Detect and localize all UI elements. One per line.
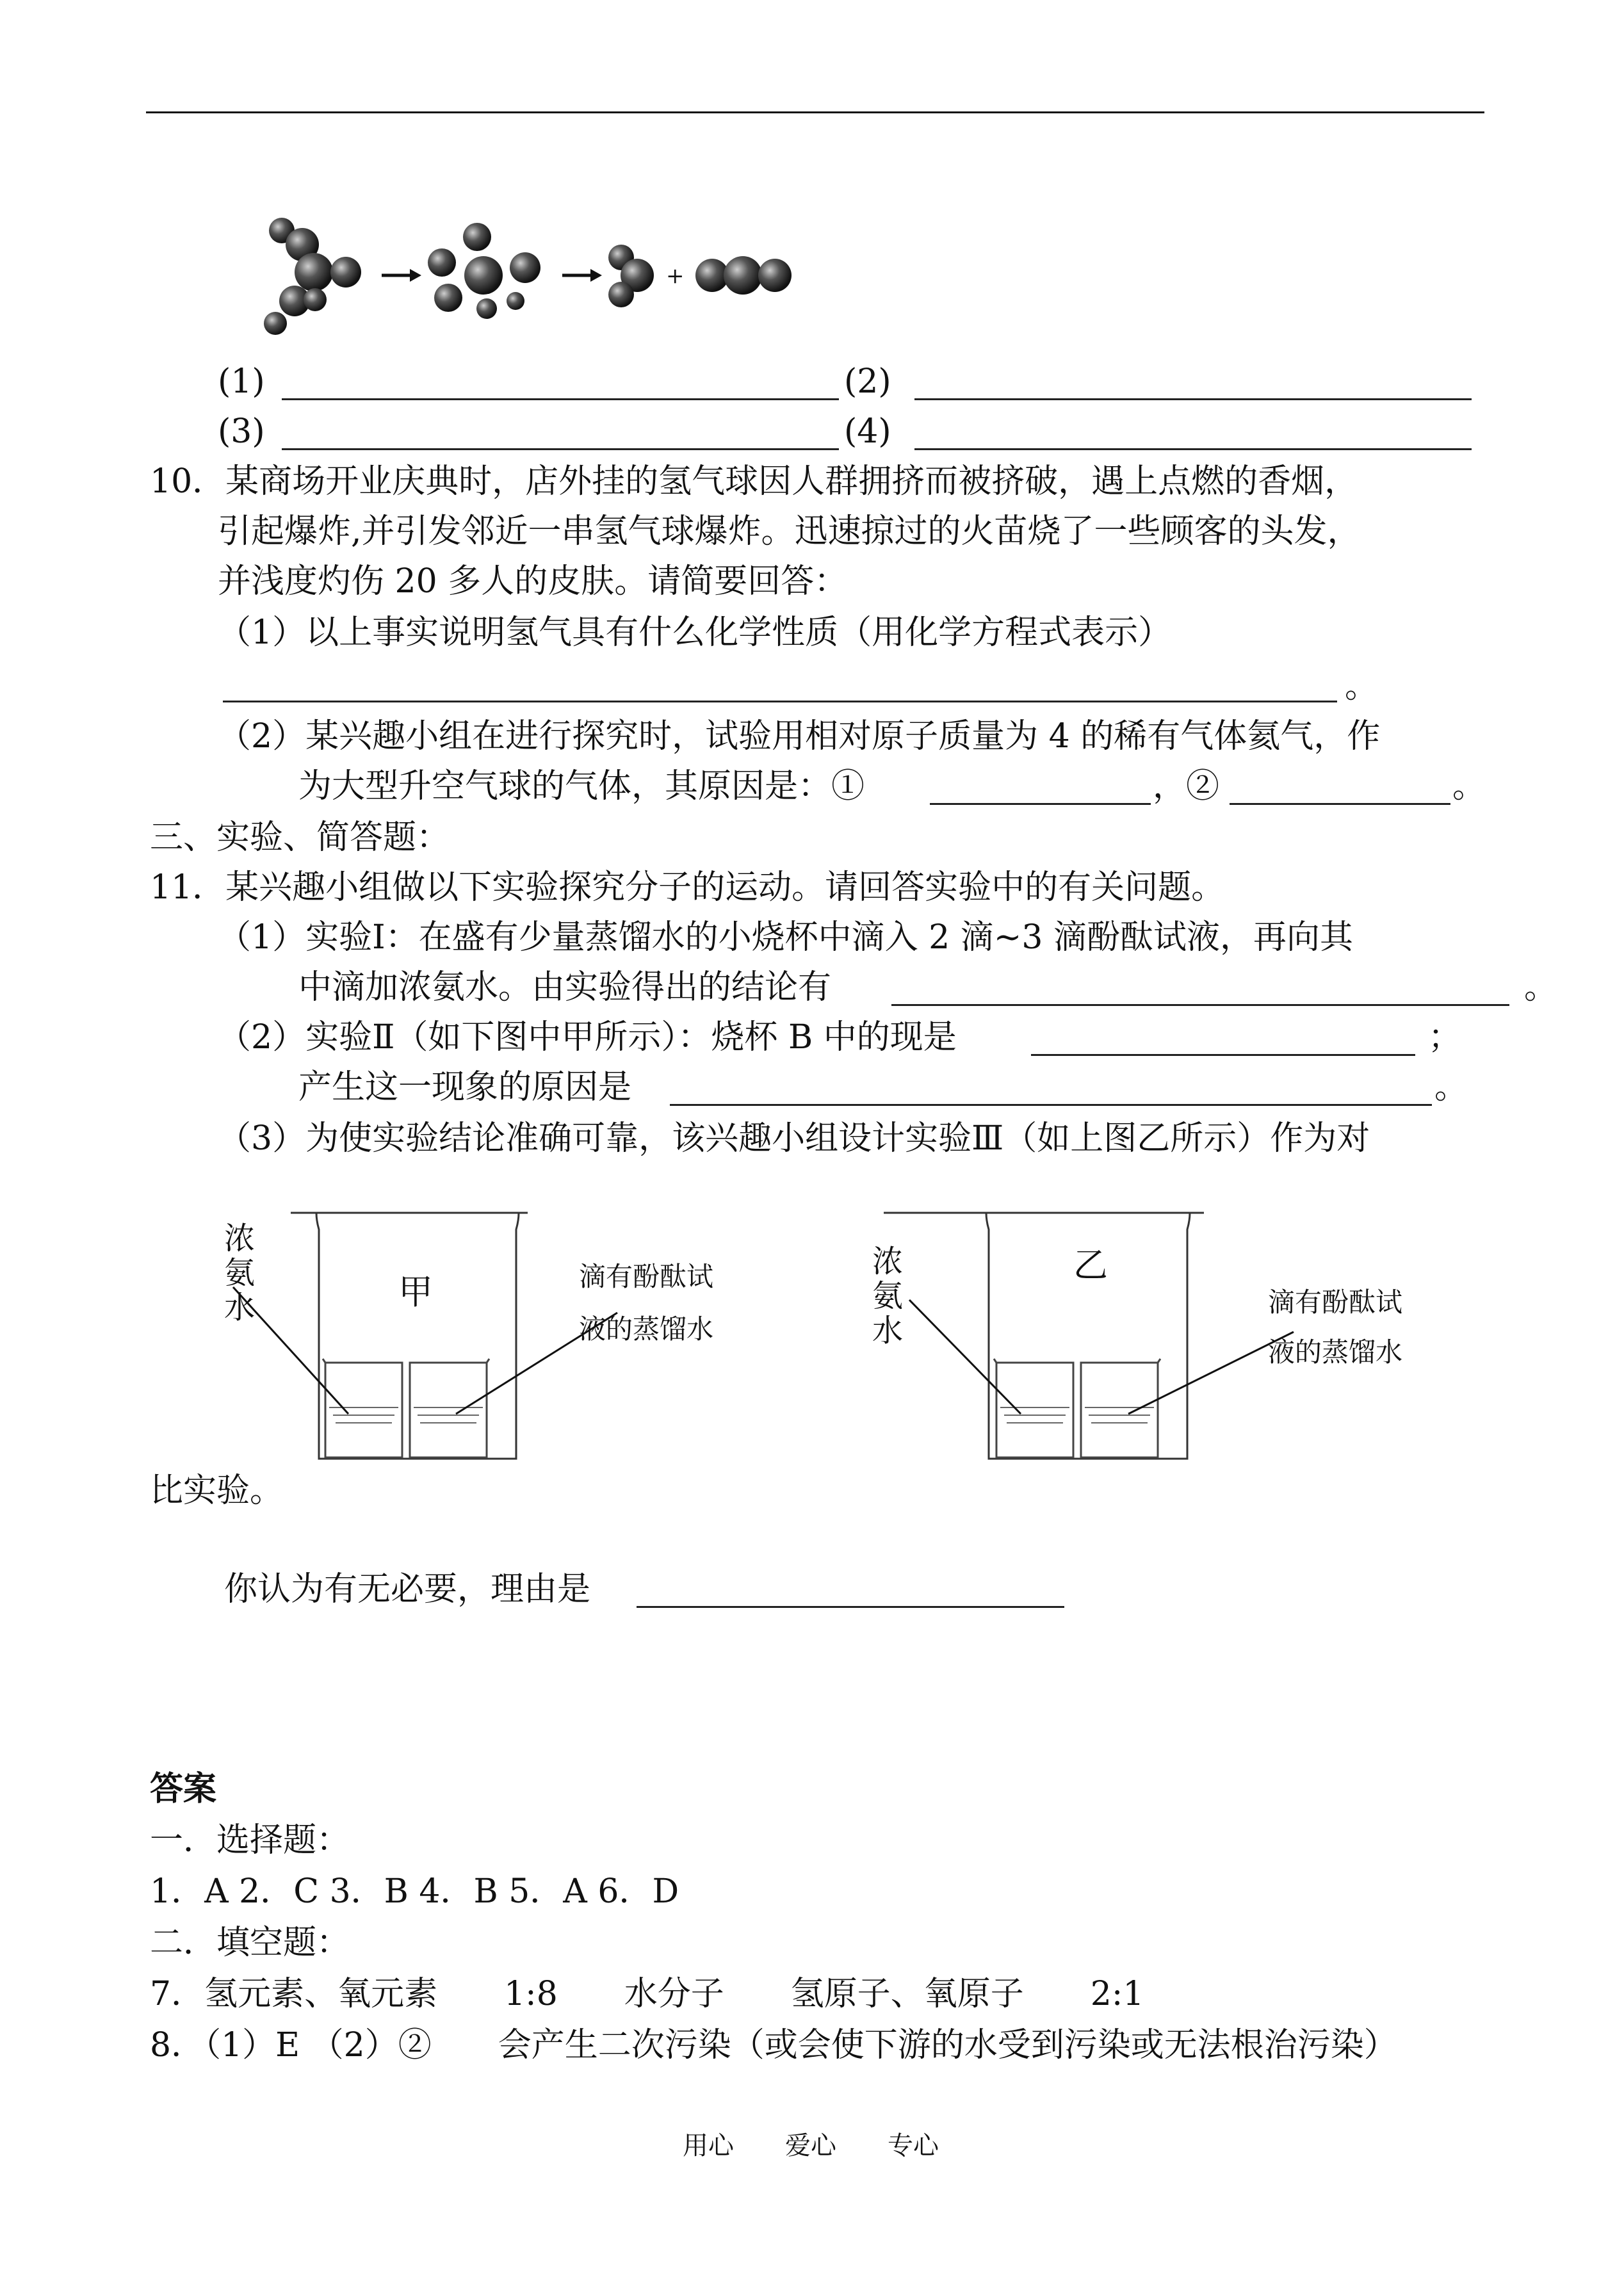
section-3-heading: 三、实验、简答题：	[150, 818, 450, 857]
q10-reason-blank-1[interactable]	[930, 803, 1151, 805]
answers-q8: 8．（1）E （2）② 会产生二次污染（或会使下游的水受到污染或无法根治污染）	[150, 2026, 1397, 2064]
figure-yi-title: 乙	[1073, 1245, 1108, 1285]
q11-conclusion-blank[interactable]	[891, 1004, 1509, 1006]
q10-sub2-line-2-end: 。	[1452, 767, 1486, 806]
blank-label-2: (2)	[844, 362, 891, 401]
q10-line-1: 10．某商场开业庆典时，店外挂的氢气球因人群拥挤而被挤破，遇上点燃的香烟，	[150, 462, 1358, 501]
q11-sub2-line-1: （2）实验Ⅱ（如下图中甲所示）：烧杯 B 中的现是	[218, 1018, 957, 1057]
q11-sub1-line-2: 中滴加浓氨水。由实验得出的结论有	[298, 968, 832, 1007]
figure-jia-left-label-1: 浓	[224, 1220, 256, 1256]
q11-sub1-line-1: （1）实验Ⅰ：在盛有少量蒸馏水的小烧杯中滴入 2 滴~3 滴酚酞试液，再向其	[218, 918, 1353, 957]
molecule-reaction-diagram	[256, 211, 845, 339]
answers-part2-heading: 二．填空题：	[150, 1924, 350, 1962]
answer-blank-3[interactable]	[282, 448, 839, 450]
blank-label-3: (3)	[218, 412, 265, 451]
figure-yi-right-label-2: 液的蒸馏水	[1268, 1336, 1403, 1368]
figure-jia-right-label-1: 滴有酚酞试	[579, 1261, 714, 1292]
q10-sub1-blank[interactable]	[223, 701, 1337, 702]
answers-q7: 7．氢元素、氧元素 1:8 水分子 氢原子、氧原子 2:1	[150, 1975, 1144, 2013]
product-molecule-1	[608, 245, 654, 307]
q11-reason-blank[interactable]	[670, 1104, 1432, 1106]
q11-sub1-end: 。	[1524, 968, 1558, 1007]
intermediate-atoms	[428, 223, 540, 319]
answer-blank-4[interactable]	[914, 448, 1472, 450]
q11-line-1: 11．某兴趣小组做以下实验探究分子的运动。请回答实验中的有关问题。	[150, 868, 1225, 907]
figure-jia-title: 甲	[398, 1272, 433, 1312]
q11-sub3-continuation: 比实验。	[150, 1472, 284, 1510]
q10-sub1-end: 。	[1345, 667, 1379, 706]
answers-part1-heading: 一．选择题：	[150, 1821, 350, 1860]
figure-yi-left-label-2: 氨	[872, 1278, 904, 1314]
q11-sub2-line-2-end: 。	[1434, 1068, 1468, 1107]
q11-necessity-blank[interactable]	[637, 1606, 1064, 1608]
reactant-molecule	[264, 218, 361, 335]
q10-sub2-line-2b: ，②	[1153, 767, 1220, 806]
header-rule	[146, 111, 1484, 113]
q11-phenomenon-blank[interactable]	[1031, 1054, 1415, 1056]
page-footer: 用心 爱心 专心	[683, 2131, 939, 2161]
svg-text:+: +	[666, 263, 685, 289]
figure-jia-left-label-3: 水	[224, 1290, 256, 1326]
figure-yi-right-label-1: 滴有酚酞试	[1268, 1286, 1403, 1318]
q10-reason-blank-2[interactable]	[1230, 803, 1450, 805]
arrow-icon	[562, 269, 602, 282]
answer-blank-1[interactable]	[282, 398, 839, 400]
blank-label-4: (4)	[844, 412, 891, 451]
q10-line-3: 并浅度灼伤 20 多人的皮肤。请简要回答：	[218, 562, 848, 601]
answer-blank-2[interactable]	[914, 398, 1472, 400]
experiment-figure-yi	[884, 1204, 1332, 1473]
figure-yi-left-label-3: 水	[872, 1313, 904, 1349]
q10-line-2: 引起爆炸,并引发邻近一串氢气球爆炸。迅速掠过的火苗烧了一些顾客的头发，	[218, 512, 1361, 551]
figure-jia-left-label-2: 氨	[224, 1255, 256, 1291]
q10-sub1: （1）以上事实说明氢气具有什么化学性质（用化学方程式表示）	[218, 613, 1172, 652]
arrow-icon	[382, 269, 421, 282]
figure-yi-left-label-1: 浓	[872, 1244, 904, 1279]
answers-heading: 答案	[150, 1769, 217, 1808]
q10-sub2-line-2a: 为大型升空气球的气体，其原因是：①	[298, 767, 865, 806]
q11-sub3-question: 你认为有无必要，理由是	[224, 1570, 591, 1609]
blank-label-1: (1)	[218, 362, 265, 401]
q11-sub3-line-1: （3）为使实验结论准确可靠，该兴趣小组设计实验Ⅲ（如上图乙所示）作为对	[218, 1119, 1370, 1158]
q11-sub2-line-2: 产生这一现象的原因是	[298, 1068, 632, 1107]
q11-sub2-line-1-end: ；	[1428, 1018, 1462, 1057]
figure-jia-right-label-2: 液的蒸馏水	[579, 1313, 714, 1345]
answers-part1-line: 1．A 2．C 3．B 4．B 5．A 6．D	[150, 1872, 679, 1911]
product-molecule-2	[695, 256, 792, 295]
q10-sub2-line-1: （2）某兴趣小组在进行探究时，试验用相对原子质量为 4 的稀有气体氦气，作	[218, 717, 1381, 756]
